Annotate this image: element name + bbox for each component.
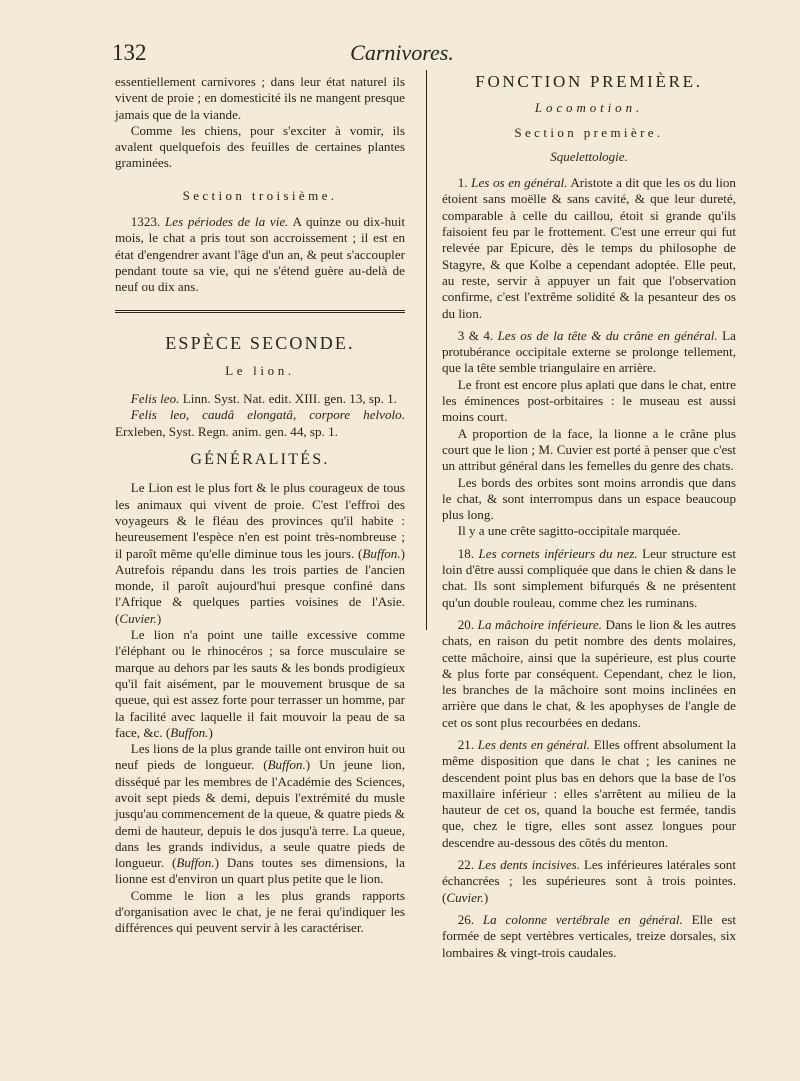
- article-number: 20.: [457, 616, 475, 632]
- text-run: ) Autrefois répandu dans les trois parties de l'ancien monde, il paroît aujourd'hui presque confiné dans l'Afrique & quelques parties voisines de l'Asie. (: [115, 545, 405, 626]
- text-run: ) Un jeune lion, disséqué par les membres de l'Académie des Sciences, avoit sept pieds & demi, depuis l'extrémité du musle jusqu'au commencement de la queue, & quatre pieds & demi de hauteur, depuis le dos jusqu'à terre. La queue, dans les grands individus, a seule quatre pieds de longueur. (: [115, 757, 406, 871]
- citation: Buffon.: [170, 724, 209, 740]
- synonymy: [115, 407, 405, 440]
- article-title: Les os de la tête & du crâne en général.: [497, 327, 718, 343]
- article-number: 18.: [457, 545, 475, 561]
- article-number: 1.: [457, 175, 468, 191]
- article-title: La mâchoire inférieure.: [477, 616, 602, 632]
- text-run: Le lion n'a point une taille excessive comme l'éléphant ou le rhinocéros ; sa force musculaire se marque au dehors par les sauts & les bonds prodigieux qu'il fait aisément, par le mouvement brusque de sa queue, qui est assez forte pour terrasser un homme, par la facilité avec laquelle il fait mouvoir la peau de sa face, &c. (: [115, 627, 405, 740]
- citation: Buffon.: [176, 855, 215, 871]
- article-text: La protubérance occipitale externe se prolonge tellement, que la tête semble triangulaire en arrière.: [442, 327, 736, 376]
- article-text: Dans le lion & les autres chats, en raison du petit nombre des dents molaires, cette mâchoire, ainsi que la supérieure, est plus courte & plus forte par conséquent. Cependant, chez le lion, les branches de la mâchoire sont moins inclinées en arrière que dans le chat, & les apophyses de l'angle de cet os sont plus recourbées en dedans.: [442, 616, 737, 730]
- running-head: [112, 40, 692, 70]
- text-run: Les lions de la plus grande taille ont environ huit ou neuf pieds de longueur. (: [115, 741, 405, 773]
- paragraph: Les bords des orbites sont moins arrondis que dans le chat, & sont interrompus dans un espace beaucoup plus long.: [442, 474, 736, 523]
- article-title: Les os en général.: [471, 175, 568, 191]
- paragraph: Le front est encore plus aplati que dans le chat, entre les éminences post-orbitaires : le museau est aussi moins court.: [442, 376, 736, 425]
- subsection-heading: Squelettologie.: [550, 148, 628, 164]
- paragraph: [442, 175, 736, 322]
- text-run: ) Dans toutes ses dimensions, la lionne est d'environ un quart plus petite que le lion.: [115, 855, 405, 887]
- paragraph: Comme les chiens, pour s'exciter à vomir, ils avalent quelquefois des feuilles de certaines plantes graminées.: [115, 122, 405, 171]
- article-text: Elles offrent absolument la même disposition que dans le chat ; les canines ne descendent point plus bas en dehors que la base de l'os maxillaire inférieur : elles s'arrêtent au milieu de la hauteur de cet os, quand la bouche est fermée, tandis que, chez le tigre, elles sont assez longues pour descendre au-dessous des côtés du menton.: [442, 736, 737, 850]
- paragraph: Comme le lion a les plus grands rapports d'organisation avec le chat, je ne ferai qu'indiquer les différences qui peuvent servir à les caractériser.: [115, 887, 405, 936]
- running-title: Carnivores.: [350, 40, 454, 65]
- paragraph: [115, 627, 405, 741]
- article-number: 21.: [457, 736, 475, 752]
- article-title: Les périodes de la vie.: [164, 214, 289, 230]
- paragraph: [442, 328, 736, 377]
- article-number: 22.: [457, 857, 475, 873]
- synonymy: [115, 391, 405, 407]
- text-run: ): [156, 610, 162, 626]
- article-title: Les cornets inférieurs du nez.: [478, 545, 638, 561]
- right-column: [442, 74, 736, 961]
- article-number: 26.: [457, 911, 475, 927]
- function-heading: FONCTION PREMIÈRE.: [475, 72, 703, 91]
- paragraph: [115, 480, 405, 627]
- generalites-heading: GÉNÉRALITÉS.: [190, 451, 330, 469]
- text-run: ): [208, 724, 213, 740]
- paragraph: [442, 546, 736, 611]
- article-text: A quinze ou dix-huit mois, le chat a pris tout son accroissement ; il est en état d'engendrer avant l'âge d'un an, & peut s'accoupler pendant toute sa vie, qui ne s'étend guère au-delà de neuf ou dix ans.: [115, 214, 405, 295]
- paragraph: A proportion de la face, la lionne a le crâne plus court que le lion ; M. Cuvier est porté à penser que c'est un attribut général dans les femelles du genre des chats.: [442, 425, 736, 474]
- column-divider: [426, 70, 427, 630]
- synonym-ref: Linn. Syst. Nat. edit. XIII. gen. 13, sp. 1.: [179, 391, 397, 407]
- paragraph: Il y a une crête sagitto-occipitale marquée.: [457, 523, 681, 539]
- article-text: Leur structure est loin d'être aussi compliquée que dans le chien & dans le chat. Ils sont simplement bifurqués & ne présentent qu'un double rouleau, comme chez les ruminans.: [442, 545, 736, 610]
- paragraph: [442, 857, 736, 906]
- citation: Cuvier.: [119, 610, 157, 626]
- paragraph: [442, 912, 736, 961]
- function-subheading: Locomotion.: [534, 100, 644, 116]
- paragraph: [115, 741, 405, 888]
- section-heading: Section première.: [514, 124, 664, 140]
- left-column: [115, 74, 405, 937]
- synonym-title: Felis leo.: [130, 391, 180, 407]
- synonym-ref: Erxleben, Syst. Regn. anim. gen. 44, sp. 1.: [115, 423, 338, 439]
- text-run: ): [483, 889, 489, 905]
- article-text: Les inférieures latérales sont échancrées ; les supérieures sont à trois pointes. (: [442, 857, 736, 905]
- paragraph: [115, 214, 405, 295]
- article-number: 3 & 4.: [457, 327, 494, 343]
- article-text: Elle est formée de sept vertèbres verticales, treize dorsales, six lombaires & vingt-trois caudales.: [442, 911, 736, 960]
- page-number: 132: [112, 40, 147, 65]
- citation: Buffon.: [267, 757, 306, 773]
- article-title: Les dents incisives.: [478, 857, 581, 873]
- paragraph: essentiellement carnivores ; dans leur état naturel ils vivent de proie ; en domesticité ils ne mangent presque jamais que de la viande.: [115, 74, 405, 122]
- paragraph: [442, 617, 736, 731]
- citation: Buffon.: [362, 545, 401, 561]
- double-rule-divider: [115, 310, 405, 313]
- synonym-title: Felis leo, caudâ elongatâ, corpore helvolo.: [130, 407, 405, 423]
- article-number: 1323.: [130, 214, 161, 230]
- citation: Cuvier.: [446, 889, 484, 905]
- article-title: La colonne vertébrale en général.: [482, 911, 683, 927]
- species-heading: ESPÈCE SECONDE.: [165, 332, 355, 353]
- species-name: Le lion.: [225, 362, 295, 378]
- paragraph: [442, 737, 736, 851]
- text-run: Le Lion est le plus fort & le plus courageux de tous les animaux qui vivent de proie. C'est l'effroi des voyageurs & le fléau des provinces qu'il habite : heureusement l'espèce n'en est point très-nombreuse ; il paroît même qu'elle diminue tous les jours. (: [115, 480, 405, 561]
- article-title: Les dents en général.: [477, 736, 591, 752]
- section-heading: Section troisième.: [182, 187, 338, 203]
- article-text: Aristote a dit que les os du lion étoient sans moëlle & sans cavité, & que leur dureté, comparable à celle du caillou, étoit si grande qu'ils faisoient feu par le frottement. C'est une erreur qui fut relevée par Epicure, dès le temps du philosophe de Stagyre, & que Kolbe a cependant adoptée. Elle peut, au reste, servir à appuyer un fait que l'observation confirme, c'est l'extrême solidité & la pesanteur des os du lion.: [442, 175, 736, 321]
